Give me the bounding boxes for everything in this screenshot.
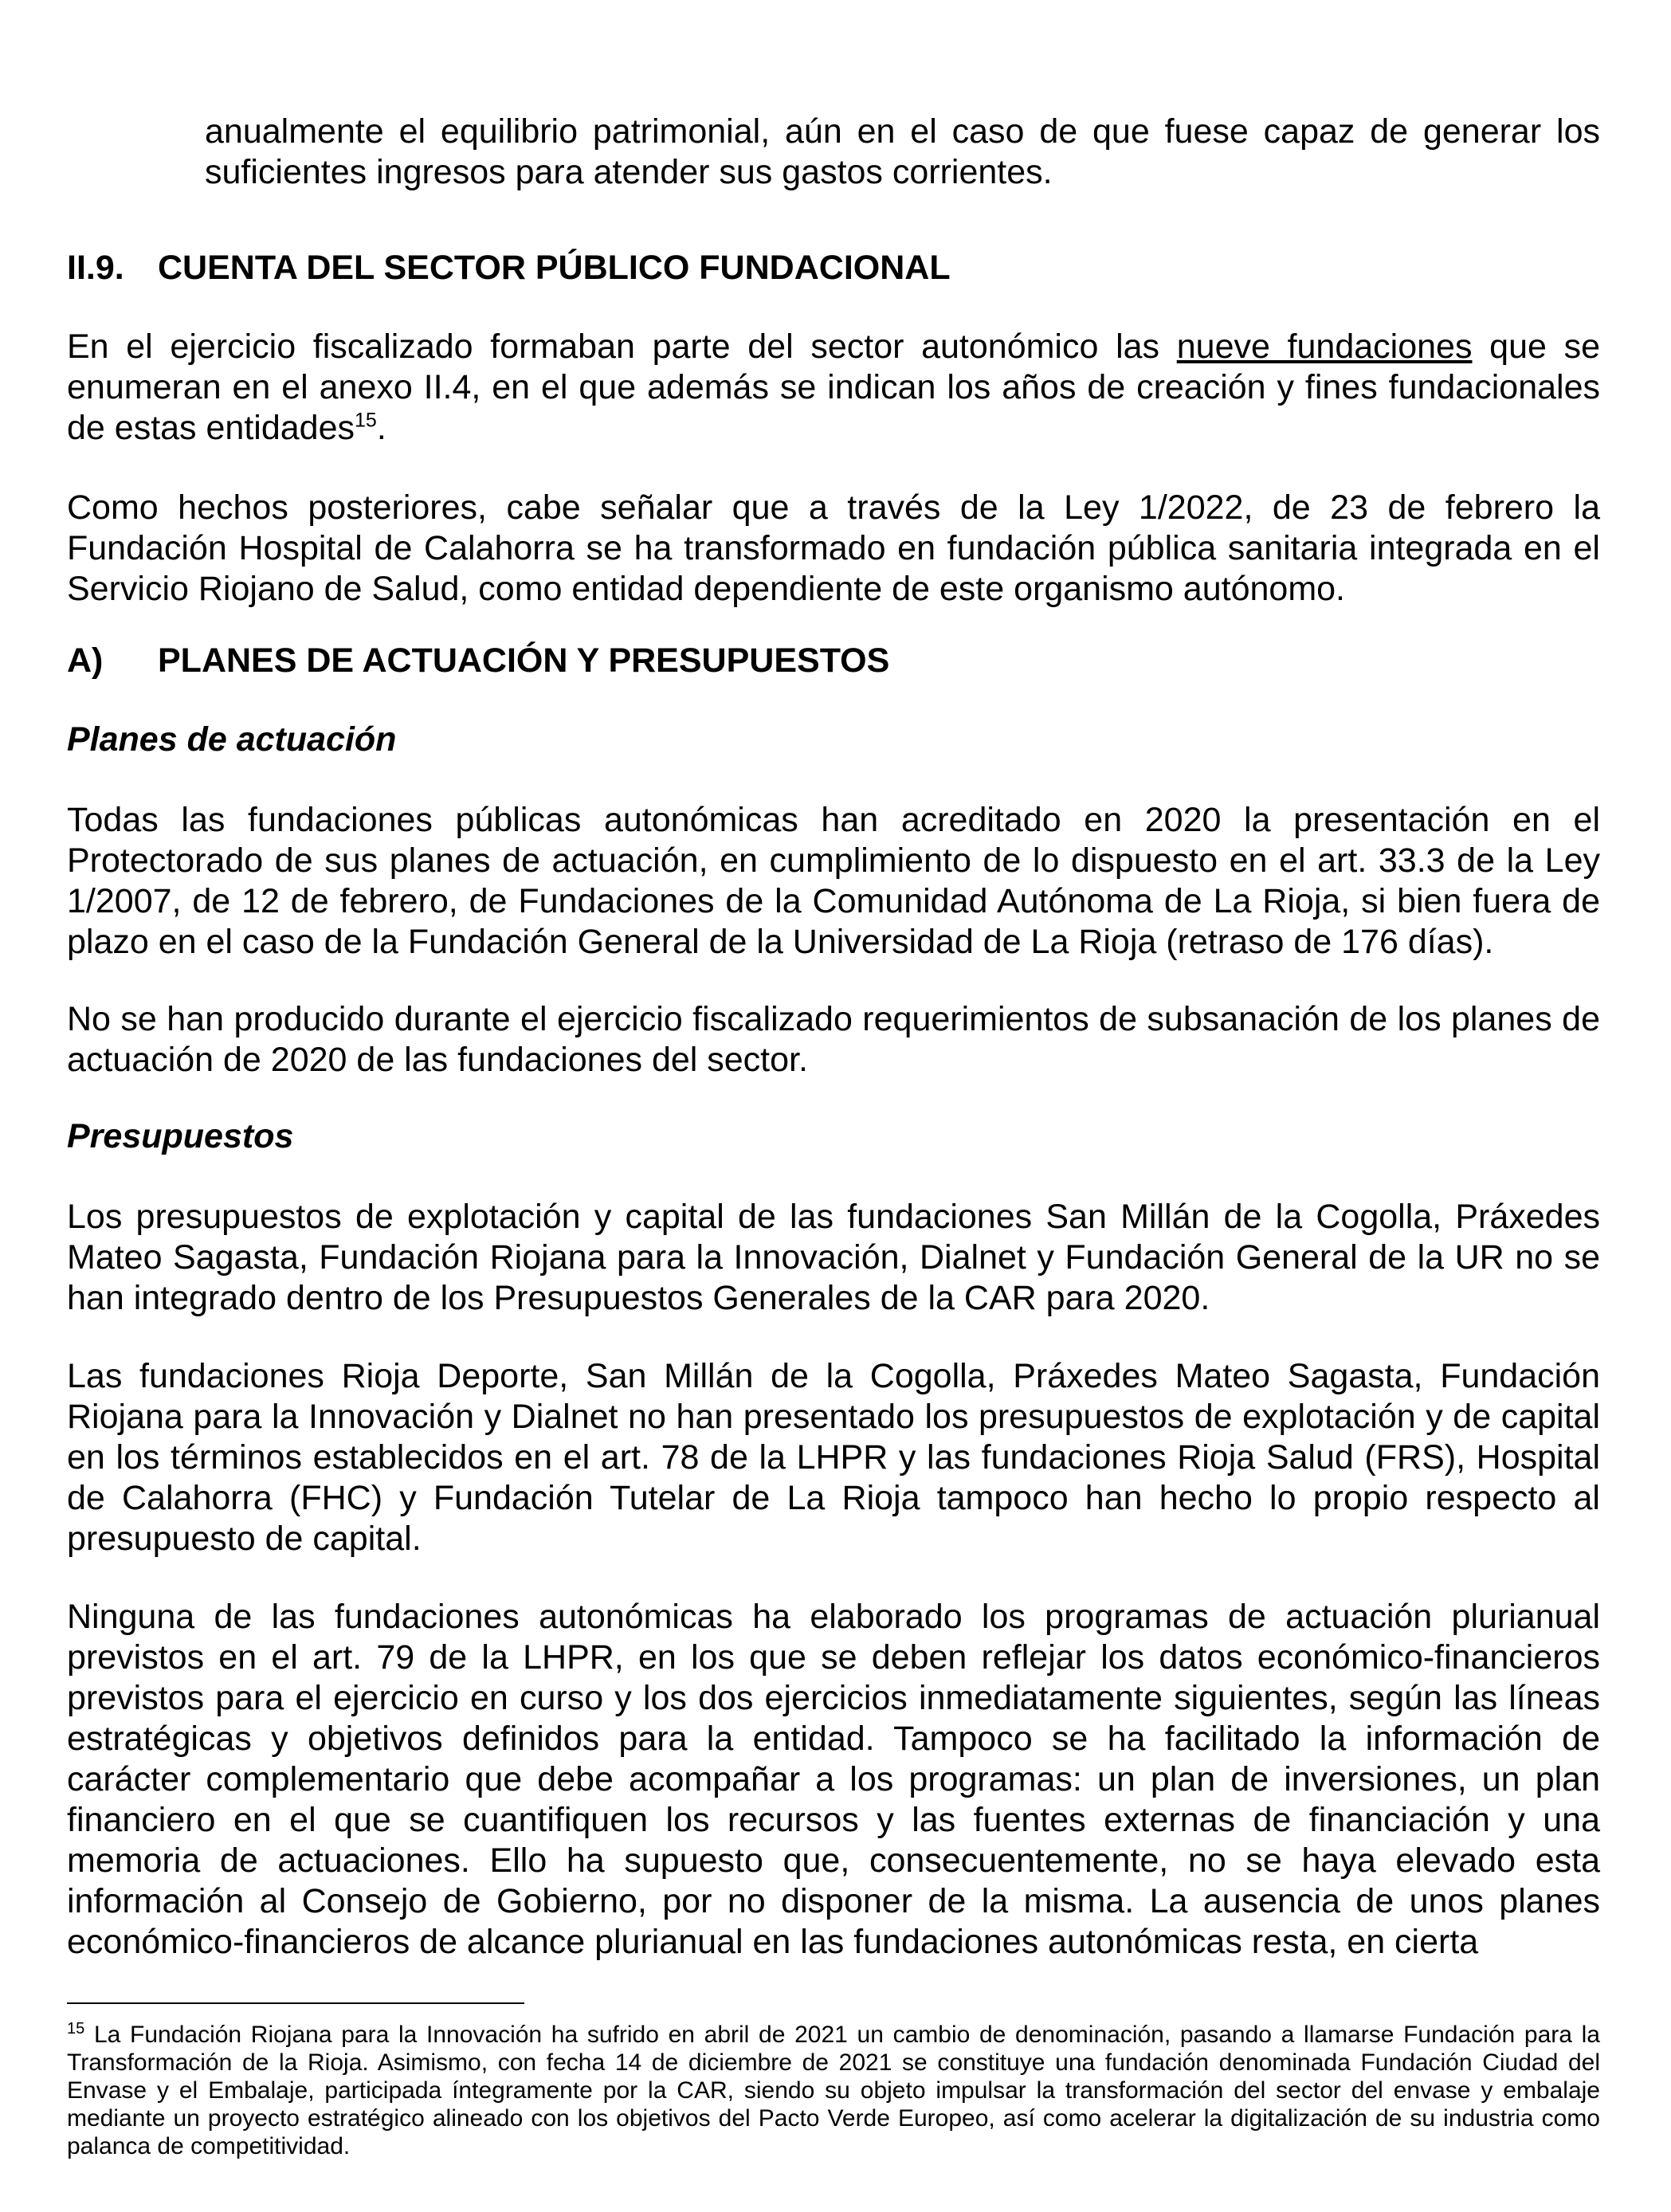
- footnote-divider: [67, 2002, 524, 2004]
- planes-paragraph-2: No se han producido durante el ejercicio fiscalizado requerimientos de subsanación de los planes de actuación de 2020 de las fundaciones del sector.: [67, 1000, 1600, 1079]
- presupuestos-paragraph-3: Ninguna de las fundaciones autonómicas ha elaborado los programas de actuación plurianual previstos en el art. 79 de la LHPR, en los que se deben reflejar los datos económico-financieros previstos para el ejercicio en curso y los dos ejercicios inmediatamente siguientes, según las líneas estratégicas y objetivos definidos para la entidad. Tampoco se ha facilitado la información de carácter complementario que debe acompañar a los programas: un plan de inversiones, un plan financiero en el que se cuantifiquen los recursos y las fuentes externas de financiación y una memoria de actuaciones. Ello ha supuesto que, consecuentemente, no se haya elevado esta información al Consejo de Gobierno, por no disponer de la misma. La ausencia de unos planes económico-financieros de alcance plurianual en las fundaciones autonómicas resta, en cierta: [67, 1598, 1600, 1961]
- presupuestos-heading: Presupuestos: [67, 1117, 294, 1155]
- presupuestos-paragraph-2: Las fundaciones Rioja Deporte, San Millán de la Cogolla, Práxedes Mateo Sagasta, Fundación Riojana para la Innovación y Dialnet no han presentado los presupuestos de explotación y de capital en los términos establecidos en el art. 78 de la LHPR y las fundaciones Rioja Salud (FRS), Hospital de Calahorra (FHC) y Fundación Tutelar de La Rioja tampoco han hecho lo propio respecto al presupuesto de capital.: [67, 1357, 1600, 1558]
- intro-text-end: que se enumeran en el anexo II.4, en el que además se indican los años de creación y fines fundacionales de estas entidades: [67, 327, 1600, 447]
- subsection-heading: [67, 641, 889, 681]
- footnote-ref: 15: [355, 409, 377, 432]
- planes-paragraph-1: Todas las fundaciones públicas autonómicas han acreditado en 2020 la presentación en el Protectorado de sus planes de actuación, en cumplimiento de lo dispuesto en el art. 33.3 de la Ley 1/2007, de 12 de febrero, de Fundaciones de la Comunidad Autónoma de La Rioja, si bien fuera de plazo en el caso de la Fundación General de la Universidad de La Rioja (retraso de 176 días).: [67, 801, 1600, 961]
- hechos-posteriores-paragraph: Como hechos posteriores, cabe señalar que a través de la Ley 1/2022, de 23 de febrero la Fundación Hospital de Calahorra se ha transformado en fundación pública sanitaria integrada en el Servicio Riojano de Salud, como entidad dependiente de este organismo autónomo.: [67, 488, 1600, 608]
- paragraph-continuation: anualmente el equilibrio patrimonial, aún en el caso de que fuese capaz de generar los suficientes ingresos para atender sus gastos corrientes.: [205, 112, 1600, 191]
- presupuestos-paragraph-1: Los presupuestos de explotación y capital de las fundaciones San Millán de la Cogolla, Práxedes Mateo Sagasta, Fundación Riojana para la Innovación, Dialnet y Fundación General de la UR no se han integrado dentro de los Presupuestos Generales de la CAR para 2020.: [67, 1198, 1600, 1317]
- planes-heading: Planes de actuación: [67, 720, 397, 759]
- section-heading: [67, 248, 951, 288]
- section-title: CUENTA DEL SECTOR PÚBLICO FUNDACIONAL: [158, 249, 951, 287]
- intro-paragraph: [67, 327, 1600, 449]
- underlined-text: nueve fundaciones: [1176, 327, 1473, 366]
- footnote: [67, 2021, 1600, 2160]
- subsection-title: PLANES DE ACTUACIÓN Y PRESUPUESTOS: [158, 641, 890, 680]
- intro-period: .: [376, 409, 386, 447]
- footnote-text: La Fundación Riojana para la Innovación ha sufrido en abril de 2021 un cambio de denominación, pasando a llamarse Fundación para la Transformación de la Rioja. Asimismo, con fecha 14 de diciembre de 2021 se constituye una fundación denominada Fundación Ciudad del Envase y el Embalaje, participada íntegramente por la CAR, siendo su objeto impulsar la transformación del sector del envase y embalaje mediante un proyecto estratégico alineado con los objetivos del Pacto Verde Europeo, así como acelerar la digitalización de su industria como palanca de competitividad.: [67, 2022, 1600, 2159]
- subsection-letter: A): [67, 641, 104, 680]
- intro-text-start: En el ejercicio fiscalizado formaban parte del sector autonómico las: [67, 327, 1177, 366]
- footnote-number: 15: [67, 2020, 85, 2037]
- section-number: II.9.: [67, 249, 124, 287]
